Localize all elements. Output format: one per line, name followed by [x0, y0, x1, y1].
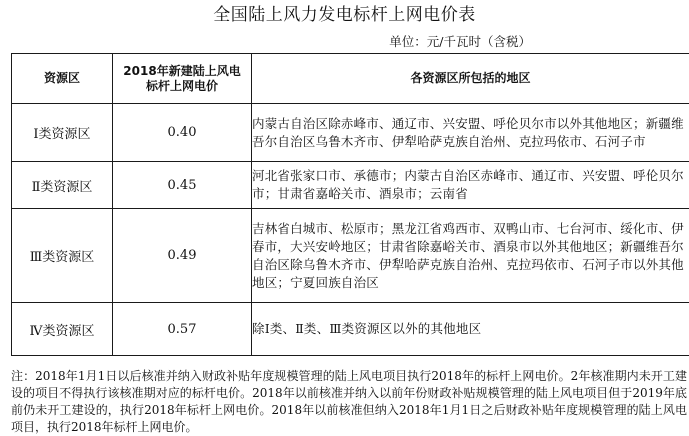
- areas-cell: 内蒙古自治区除赤峰市、通辽市、兴安盟、呼伦贝尔市以外其他地区；新疆维吾尔自治区乌鲁木齐市、伊犁哈萨克族自治州、克拉玛依市、石河子市: [252, 104, 689, 162]
- table-title: 全国陆上风力发电标杆上网电价表: [213, 5, 476, 25]
- areas-cell: 吉林省白城市、松原市；黑龙江省鸡西市、双鸭山市、七台河市、绥化市、伊春市，大兴安岭地区；甘肃省除嘉峪关市、酒泉市以外其他地区；新疆维吾尔自治区除乌鲁木齐市、伊犁哈萨克族自治州、克拉玛依市、石河子市以外其他地区；宁夏回族自治区: [252, 209, 689, 303]
- price-cell: 0.45: [113, 162, 252, 209]
- table-header-row: [12, 54, 689, 104]
- tariff-table: [11, 53, 689, 356]
- table-row: [12, 303, 689, 356]
- header-areas: 各资源区所包括的地区: [252, 54, 689, 104]
- unit-label: 单位：元/千瓦时（含税）: [389, 34, 531, 49]
- table-row: [12, 162, 689, 209]
- zone-cell: Ⅲ类资源区: [12, 209, 113, 303]
- header-zone: 资源区: [12, 54, 113, 104]
- areas-cell: 河北省张家口市、承德市；内蒙古自治区赤峰市、通辽市、兴安盟、呼伦贝尔市；甘肃省嘉峪关市、酒泉市；云南省: [252, 162, 689, 209]
- price-cell: 0.40: [113, 104, 252, 162]
- table-row: [12, 104, 689, 162]
- zone-cell: Ⅳ类资源区: [12, 303, 113, 356]
- areas-cell: 除Ⅰ类、Ⅱ类、Ⅲ类资源区以外的其他地区: [252, 303, 689, 356]
- price-cell: 0.57: [113, 303, 252, 356]
- footnote: 注：2018年1月1日以后核准并纳入财政补贴年度规模管理的陆上风电项目执行2018年的标杆上网电价。2年核准期内未开工建设的项目不得执行该核准期对应的标杆电价。2018年以前核准并纳入以前年份财政补贴规模管理的陆上风电项目但于2019年底前仍未开工建设的，执行2018年标杆上网电价。2018年以前核准但纳入2018年1月1日之后财政补贴年度规模管理的陆上风电项目，执行2018年标杆上网电价。: [11, 369, 687, 434]
- zone-cell: Ⅱ类资源区: [12, 162, 113, 209]
- price-cell: 0.49: [113, 209, 252, 303]
- header-price: 2018年新建陆上风电标杆上网电价: [113, 54, 252, 104]
- zone-cell: Ⅰ类资源区: [12, 104, 113, 162]
- table-row: [12, 209, 689, 303]
